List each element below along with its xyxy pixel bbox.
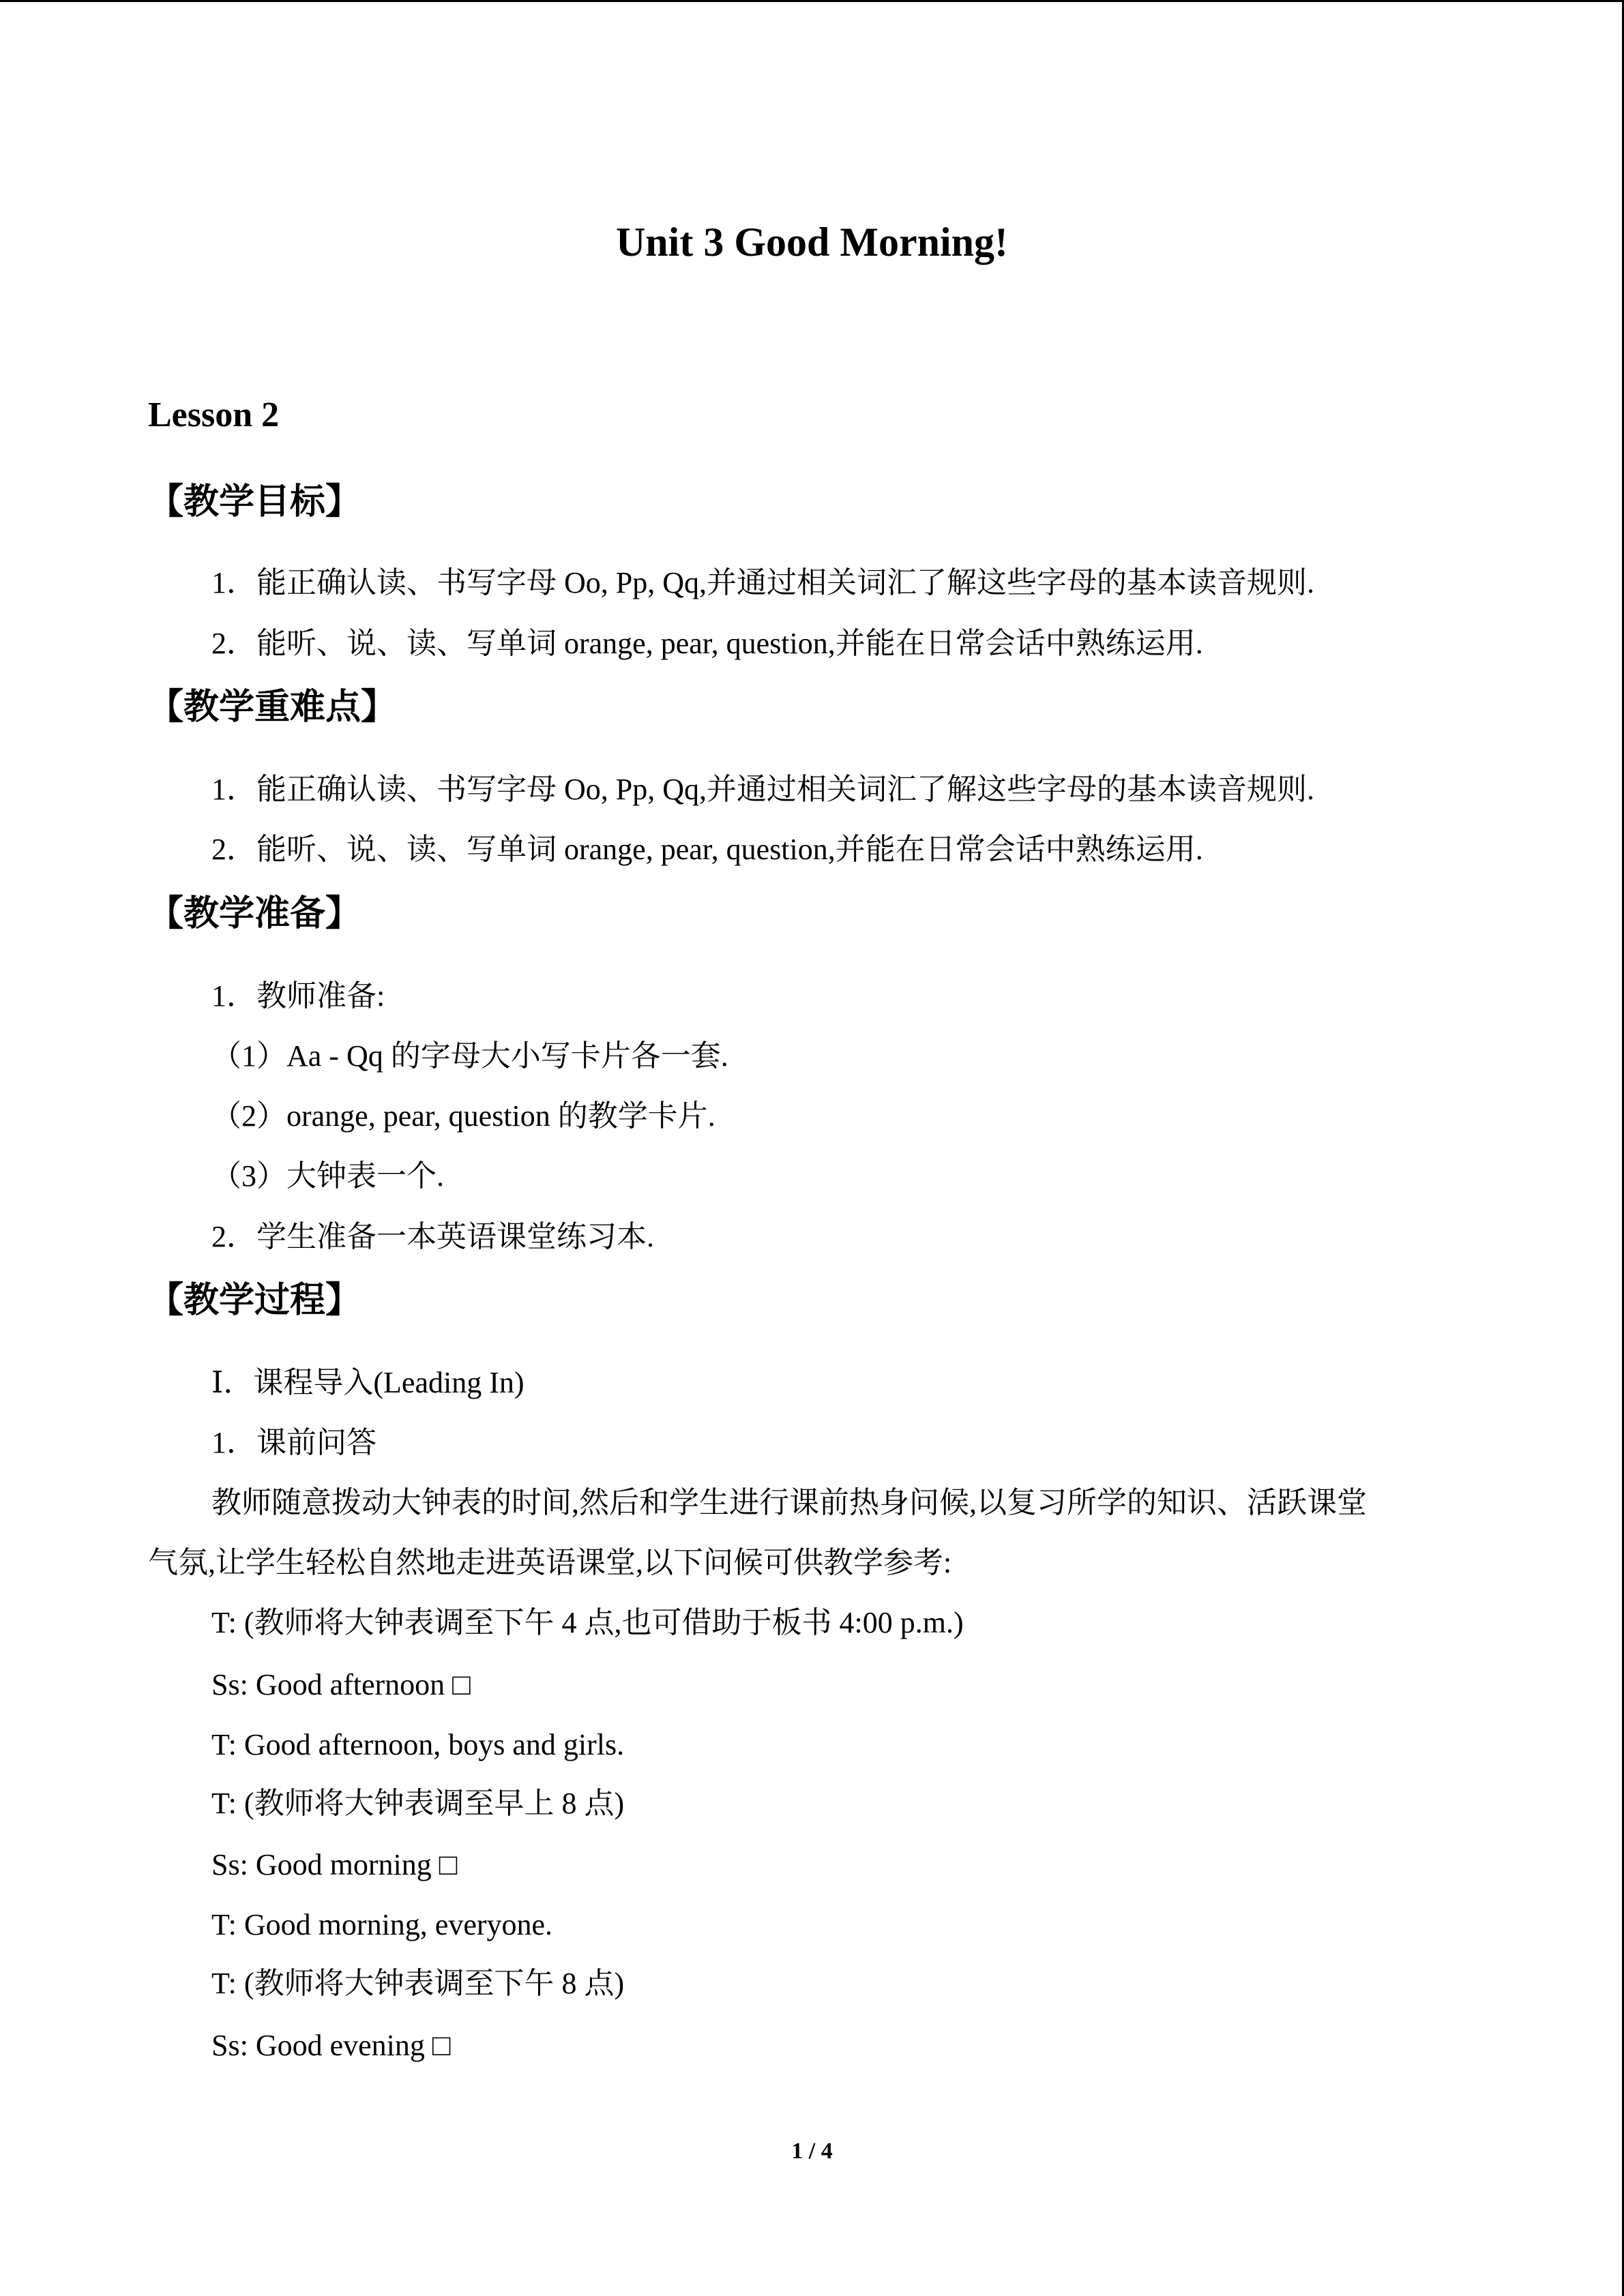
preparation-item-3: （2）orange, pear, question 的教学卡片.	[211, 1099, 715, 1133]
process-item-8: T: (教师将大钟表调至早上 8 点)	[211, 1787, 625, 1820]
page-number: 1 / 4	[791, 2138, 833, 2164]
key-points-heading: 【教学重难点】	[148, 687, 397, 728]
process-item-7: T: Good afternoon, boys and girls.	[211, 1728, 625, 1761]
process-item-4: 气氛,让学生轻松自然地走进英语课堂,以下问候可供教学参考:	[148, 1546, 952, 1579]
process-item-10: T: Good morning, everyone.	[211, 1908, 553, 1941]
process-item-1: Ⅰ．课程导入(Leading In)	[211, 1366, 525, 1399]
process-item-2: 1．课前问答	[211, 1426, 377, 1459]
process-item-5: T: (教师将大钟表调至下午 4 点,也可借助于板书 4:00 p.m.)	[211, 1606, 964, 1639]
preparation-item-5: 2．学生准备一本英语课堂练习本.	[211, 1220, 654, 1253]
preparation-heading: 【教学准备】	[148, 893, 361, 934]
preparation-item-1: 1．教师准备:	[211, 979, 385, 1013]
process-item-11: T: (教师将大钟表调至下午 8 点)	[211, 1967, 625, 2000]
key-point-item-2: 2．能听、说、读、写单词 orange, pear, question,并能在日常会话中熟练运用.	[211, 833, 1203, 866]
objective-item-2: 2．能听、说、读、写单词 orange, pear, question,并能在日常会话中熟练运用.	[211, 627, 1203, 660]
process-heading: 【教学过程】	[148, 1280, 361, 1321]
process-item-12: Ss: Good evening □	[211, 2029, 451, 2062]
lesson-heading: Lesson 2	[148, 396, 280, 434]
process-item-9: Ss: Good morning □	[211, 1848, 458, 1881]
process-item-6: Ss: Good afternoon □	[211, 1668, 471, 1701]
objective-item-1: 1．能正确认读、书写字母 Oo, Pp, Qq,并通过相关词汇了解这些字母的基本读音规则.	[211, 566, 1315, 599]
key-point-item-1: 1．能正确认读、书写字母 Oo, Pp, Qq,并通过相关词汇了解这些字母的基本读音规则.	[211, 773, 1315, 806]
objectives-heading: 【教学目标】	[148, 481, 361, 522]
preparation-item-4: （3）大钟表一个.	[211, 1159, 444, 1193]
preparation-item-2: （1）Aa - Qq 的字母大小写卡片各一套.	[211, 1039, 728, 1073]
document-title: Unit 3 Good Morning!	[615, 220, 1009, 265]
process-item-3: 教师随意拨动大钟表的时间,然后和学生进行课前热身问候,以复习所学的知识、活跃课堂	[211, 1486, 1367, 1519]
